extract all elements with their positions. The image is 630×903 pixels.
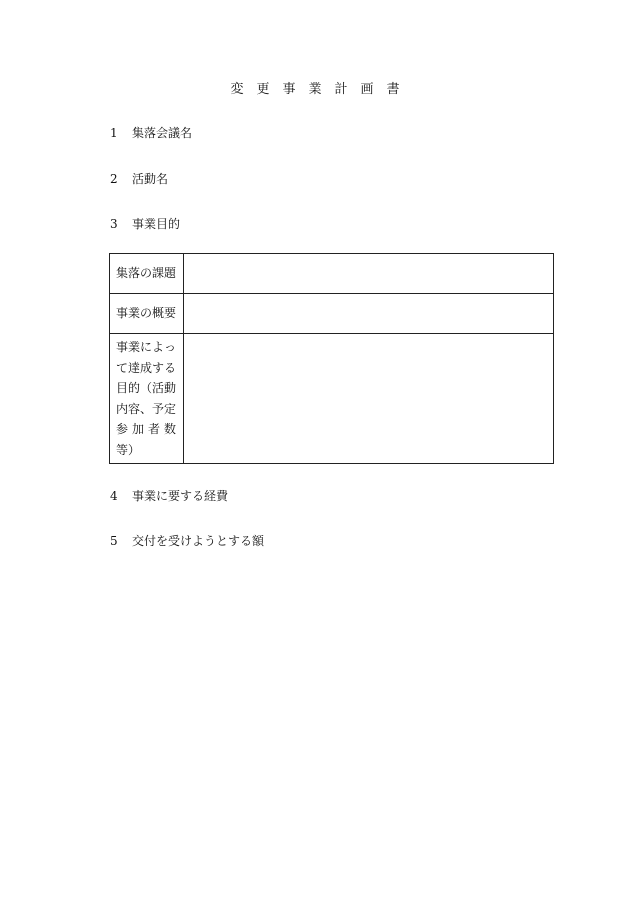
section-4 bbox=[110, 487, 228, 504]
row-label: 事業によって達成する目的（活動内容、予定参加者数等） bbox=[116, 340, 177, 457]
section-label: 活動名 bbox=[132, 172, 169, 186]
section-5 bbox=[110, 532, 264, 549]
section-label: 交付を受けようとする額 bbox=[132, 534, 265, 548]
section-number: 2 bbox=[110, 172, 118, 186]
section-number: 4 bbox=[110, 489, 118, 503]
row-label: 集落の課題 bbox=[110, 254, 184, 294]
section-label: 事業目的 bbox=[132, 217, 181, 231]
section-label: 集落会議名 bbox=[132, 126, 193, 140]
section-number: 1 bbox=[110, 126, 118, 140]
row-label: 事業の概要 bbox=[110, 294, 184, 334]
row-value-cell[interactable] bbox=[183, 294, 553, 334]
section-number: 5 bbox=[110, 534, 118, 548]
document-title: 変更事業計画書 bbox=[230, 82, 413, 97]
section-label: 事業に要する経費 bbox=[132, 489, 229, 503]
section-3 bbox=[110, 215, 180, 232]
table-row bbox=[110, 254, 554, 294]
row-value-cell[interactable] bbox=[183, 254, 553, 294]
row-value-cell[interactable] bbox=[183, 334, 553, 464]
section-number: 3 bbox=[110, 217, 118, 231]
row-label-cell bbox=[110, 334, 184, 464]
section-1 bbox=[110, 124, 192, 141]
purpose-table bbox=[109, 253, 554, 464]
table-row bbox=[110, 294, 554, 334]
table-row bbox=[110, 334, 554, 464]
section-2 bbox=[110, 170, 168, 187]
